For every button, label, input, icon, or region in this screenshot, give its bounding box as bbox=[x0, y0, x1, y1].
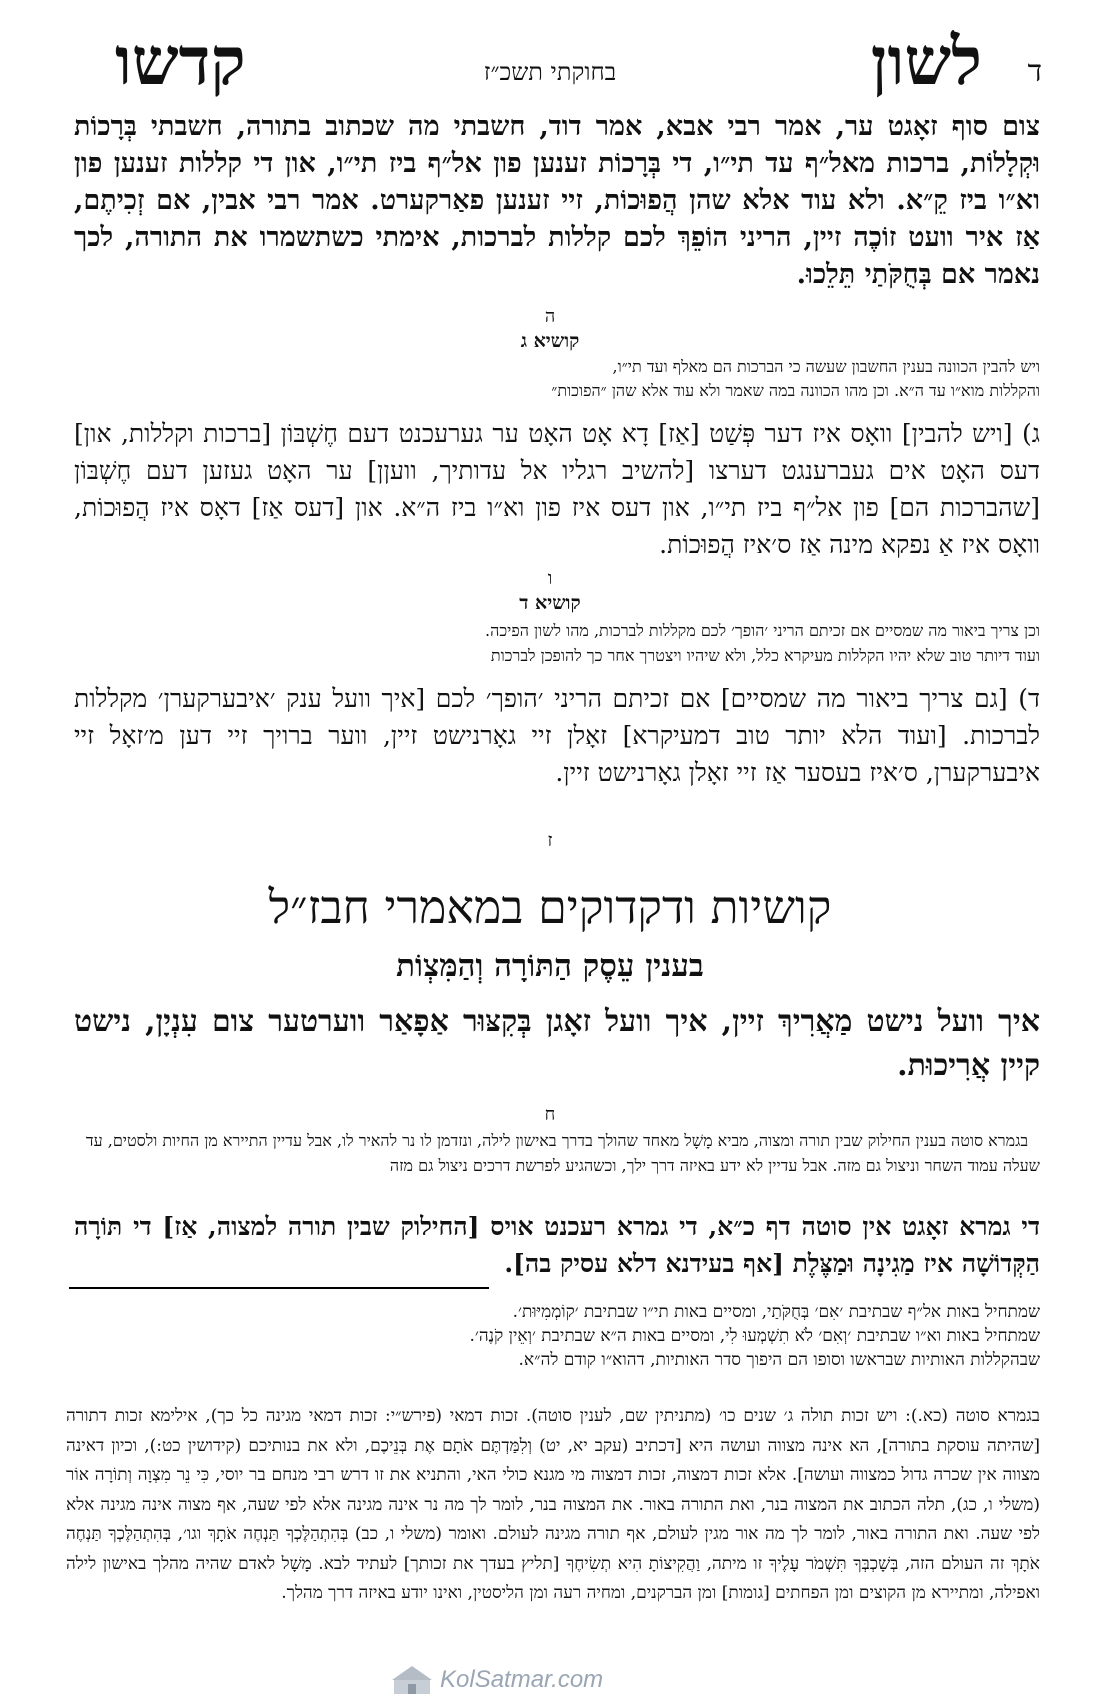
section-7-body: איך וועל נישט מַאֲרִיךְ זיין, איך וועל זאָגן בְּקִצּוּר אַפָאַר ווערטער צום עִנְיָן, נישט קיין אֲרִיכוּת. bbox=[74, 1004, 1040, 1083]
section-8-body: די גמרא זאָגט אין סוטה דף כ״א, די גמרא רעכנט אויס [החילוק שבין תורה למצוה, אַז] די תּוֹרָה הַקְּדוֹשָׁה איז מַגִינָה וּמַצֶּלֶת [אף בעידנא דלא עסיק בה]. bbox=[74, 1212, 1040, 1278]
section-letter-6: ו bbox=[547, 568, 553, 589]
kushya-quote-3-line1: ויש להבין הכוונה בענין החשבון שעשה כי הברכות הם מאלף ועד תי״ו, bbox=[612, 357, 1040, 376]
kushya-quote-4-line1: וכן צריך ביאור מה שמסיים אם זכיתם הריני ׳הופך׳ לכם מקללות לברכות, מהו לשון הפיכה. bbox=[485, 621, 1040, 640]
section-5-body: ג) [ויש להבין] וואָס איז דער פְּשַׁט [אַז] דָא אָט האָט ער גערעכנט דעם חֶשְׁבּוֹן [ברכות וקללות, און] דעס האָט אים געברענגט דערצו [להשיב רגליו אל עדותיך, וועןן] ער האָט געזען דעם חֶשְׁבּוֹן [שהברכות הם] פון אל״ף ביז תי״ו, און דעס איז פון וא״ו ביז ה״א. און [דעס אַז] דאָס איז הֲפוּכוֹת, וואָס איז אַ נפקא מינה אַז ס׳איז הֲפוּכוֹת. bbox=[74, 419, 1040, 559]
running-title-right: לשון bbox=[870, 22, 982, 100]
kolsatmar-logo-icon bbox=[388, 1660, 436, 1698]
kushya-heading-4: קושיא ד bbox=[519, 592, 581, 614]
footnote-1: שמתחיל באות אל״ף שבתיבת ׳אִם׳ בְּחֻקֹּתַי, ומסיים באות תי״ו שבתיבת ׳קוֹמְמִיּוּת׳. bbox=[512, 1302, 1040, 1322]
section-6-body: ד) [גם צריך ביאור מה שמסיים] אם זכיתם הריני ׳הופך׳ לכם [איך וועל ענק ׳איבערקערן׳ מקללות לברכות. [ועוד הלא יותר טוב דמעיקרא] זאָלן זיי גאָרנישט זיין, ווער ברויך זיי דען מ׳זאָל זיי איבערקערן, ס׳איז בעסער אַז זיי זאָלן גאָרנישט זיין. bbox=[74, 684, 1040, 787]
section-title: קושיות ודקדוקים במאמרי חבז״ל bbox=[268, 880, 832, 934]
intro-paragraph: צום סוף זאָגט ער, אמר רבי אבא, אמר דוד, חשבתי מה שכתוב בתורה, חשבתי בְּרָכוֹת וּקְלָלוֹת, ברכות מאל״ף עד תי״ו, די בְּרָכוֹת זענען פון אל״ף ביז תי״ו, און די קללות זענען פון וא״ו ביז קֵ״א. ולא עוד אלא שהן הֲפוּכוֹת, זיי זענען פאַרקערט. אמר רבי אבין, אם זְכִיתֶם, אַז איר וועט זוֹכֶה זיין, הריני הוֹפֵךְ לכם קללות לברכות, אימתי כשתשמרו את התורה, לכך נאמר אם בְּחֻקֹּתַי תֵּלֵכוּ. bbox=[74, 111, 1040, 290]
footnote-rule bbox=[69, 1287, 489, 1289]
section-8-quote: בגמרא סוטה בענין החילוק שבין תורה ומצוה, מביא מָשָׁל מאחד שהולך בדרך באישון לילה, ונזדמן לו נר להאיר לו, אבל עדיין התיירא מן החיות ולסטים, עד שעלה עמוד השחר וניצול גם מזה. אבל עדיין לא ידע באיזה דרך ילך, וכשהגיע לפרשת דרכים ניצול גם מזה bbox=[85, 1131, 1040, 1175]
footnote-2: שמתחיל באות וא״ו שבתיבת ׳וְאִם׳ לֹא תִשְׁמְעוּ לִי, ומסיים באות ה״א שבתיבת ׳וְאֵין קֹנֶה׳. bbox=[469, 1326, 1040, 1346]
section-letter-7: ז bbox=[547, 830, 553, 851]
footnotes-short bbox=[66, 1300, 1040, 1372]
section-letter-5: ה bbox=[544, 306, 556, 327]
kushya-heading-3: קושיא ג bbox=[520, 330, 580, 352]
section-letter-8: ח bbox=[544, 1104, 556, 1125]
kushya-quote-3-line2: והקללות מוא״ו עד ה״א. וכן מהו הכוונה במה שאמר ולא עוד אלא שהן ״הפוכות״ bbox=[551, 381, 1040, 400]
footnote-4: בגמרא סוטה (כא.): ויש זכות תולה ג׳ שנים כו׳ (מתניתין שם, לענין סוטה). זכות דמאי (פירש״י: זכות דמאי מגינה כל כך), אילימא זכות דתורה [שהיתה עוסקת בתורה], הא אינה מצווה ועושה היא [דכתיב (עקב יא, יט) וְלִמַּדְתֶּם אֹתָם אֶת בְּנֵיכֶם, ולא את בנותיכם (קידושין כט:), וכיון דאינה מצווה אין שכרה גדול כמצווה ועושה]. אלא זכות דמצוה, זכות דמצוה מי מגנא כולי האי, והתניא את זו דרש רבי מנחם בר יוסי, כִּי נֵר מִצְוָה וְתוֹרָה אוֹר (משלי ו, כג), תלה הכתוב את המצוה בנר, ואת התורה באור. את המצוה בנר, לומר לך מה נר אינה מגינה אלא לפי שעה, אף מצוה אינה מגינה אלא לפי שעה. ואת התורה באור, לומר לך מה אור מגין לעולם, אף תורה מגינה לעולם. ואומר (משלי ו, כב) בְּהִתְהַלֶּכְךָ תַּנְחֶה אֹתָךְ וגו׳, בְּהִתְהַלֶּכְךָ תַּנְחֶה אֹתָךְ זה העולם הזה, בְּשָׁכְבְּךָ תִּשְׁמֹר עָלֶיךָ זו מיתה, וַהֲקִיצוֹתָ הִיא תְשִׂיחֶךָ [תליץ בעדך את זכותך] לעתיד לבא. מָשָׁל לאדם שהיה מהלך באישון לילה ואפילה, ומתיירא מן הקוצים ומן הפחתים [גומות] ומן הברקנים, ומחיה רעה ומן הליסטין, ואינו יודע באיזה דרך מהלך. bbox=[66, 1406, 1040, 1603]
footnote-3: שבהקללות האותיות שבראשו וסופו הם היפוך סדר האותיות, דהוא״ו קודם לה״א. bbox=[518, 1350, 1040, 1370]
page-number: ד bbox=[1027, 54, 1042, 89]
watermark-text: KolSatmar.com bbox=[440, 1666, 604, 1693]
kushya-quote-4-line2: ועוד דיותר טוב שלא יהיו הקללות מעיקרא כלל, ולא שיהיו ויצטרך אחר כך להופכן לברכות bbox=[490, 646, 1040, 665]
watermark bbox=[388, 1660, 678, 1700]
parsha-header: בחוקתי תשכ״ז bbox=[483, 58, 617, 86]
running-title-left: קדשו bbox=[115, 22, 246, 100]
section-subtitle: בענין עֵסֶק הַתּוֹרָה וְהַמִּצְוֹת bbox=[396, 948, 704, 984]
